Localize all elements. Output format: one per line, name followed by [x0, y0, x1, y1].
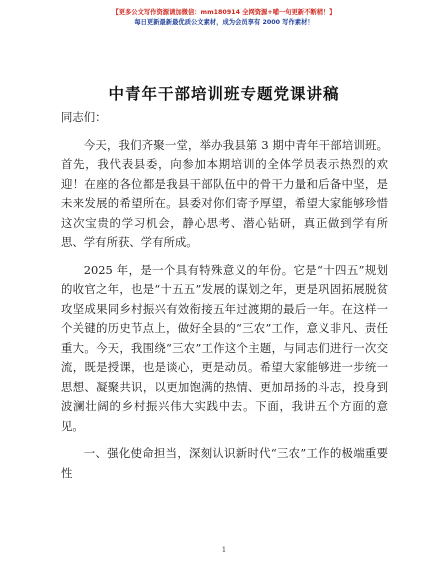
document-title: 中青年干部培训班专题党课讲稿 — [108, 85, 340, 103]
salutation: 同志们： — [61, 110, 107, 124]
promo-line-1: 【更多公文写作资源请加微信：mm180914 全网资源+哺一句更新不断稍！】 — [112, 9, 336, 16]
section-heading-1: 一、强化使命担当，深刻认识新时代“三农”工作的极端重要性 — [61, 446, 388, 480]
promo-banner — [0, 8, 448, 28]
page-number: 1 — [221, 546, 227, 554]
paragraph-2: 2025 年，是一个具有特殊意义的年份。它是“十四五”规划的收官之年，也是“十五五”发展的谋划之年，更是巩固拓展脱贫攻坚成果同乡村振兴有效衔接五年过渡期的最后一年。在这样一个关键的历史节点上，做好全县的“三农”工作，意义非凡、责任重大。今天，我围绕“三农”工作这个主题，与同志们进行一次交流，既是授课，也是谈心，更是动员。希望大家能够进一步统一思想、凝聚共识，以更加饱满的热情、更加昂扬的斗志，投身到波澜壮阔的乡村振兴伟大实践中去。下面，我讲五个方面的意见。 — [61, 262, 388, 433]
promo-line-2: 每日更新最新最优质公文素材，成为会员享有 2000 写作素材！ — [134, 19, 314, 26]
document-body — [61, 108, 388, 483]
paragraph-1: 今天，我们齐聚一堂，举办我县第 3 期中青年干部培训班。首先，我代表县委，向参加本期培训的全体学员表示热烈的欢迎！在座的各位都是我县干部队伍中的骨干力量和后备中坚，是未来发展的希望所在。县委对你们寄予厚望，希望大家能够珍惜这次宝贵的学习机会，静心思考、潜心钻研，真正做到学有所思、学有所获、学有所成。 — [61, 137, 388, 249]
